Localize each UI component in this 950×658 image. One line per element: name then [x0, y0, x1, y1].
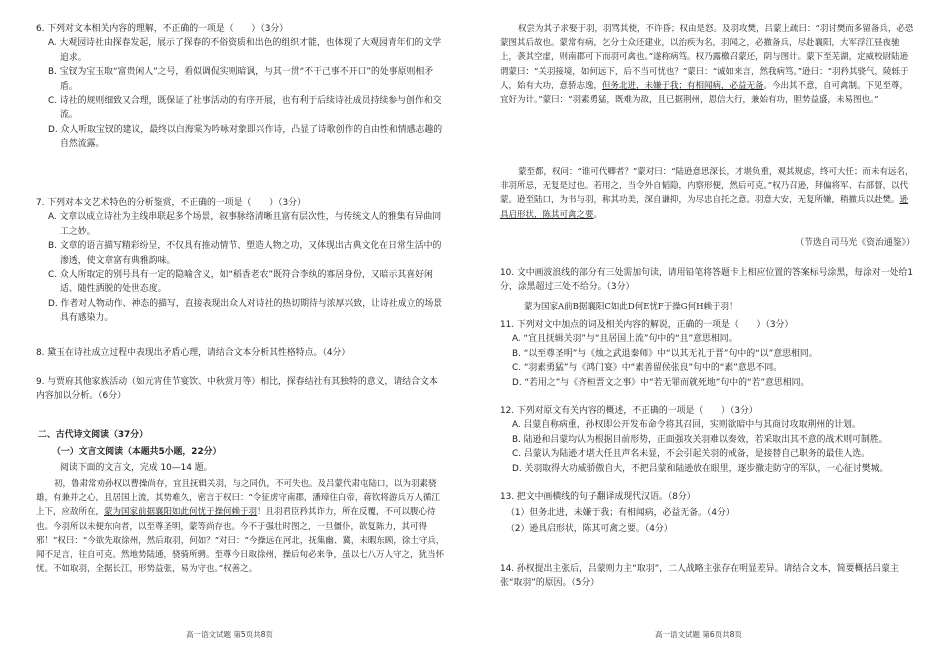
q12-option-a: A. 吕蒙自称病重，孙权即公开发布命令将其召回，实则欲暗中与其商讨攻取荆州的计划。 [512, 420, 861, 431]
right-page [500, 0, 915, 658]
q12-option-c: C. 吕蒙认为陆逊才堪大任且声名未显，不会引起关羽的戒备，是接替自己职务的最佳人选。 [512, 449, 870, 460]
question-6 [36, 22, 446, 152]
passage-text-d: 。今出其不意，自可禽制。下见至尊，宜好为计。”蒙曰：“羽素勇猛，既难为敌，且已据荆州，恩信大行，兼始有功，胆势益盛，未易图也。” [500, 80, 909, 106]
question-13: 13. 把文中画横线的句子翻译成现代汉语。（8分） [500, 492, 696, 502]
question-7 [36, 196, 446, 326]
q11-option-a: A. “宜且抚辑关羽”与“且居国上流”句中的“且”意思相同。 [512, 334, 738, 345]
q13-part-2: （2）逊具启形状，陈其可禽之要。（4分） [506, 524, 673, 534]
q7-option-d: D. 作者对人物动作、神态的描写，直接表现出众人对诗社的热切期待与浓厚兴致，让诗社成立的场景具有感染力。 [48, 298, 443, 324]
q7-option-a: A. 文章以成立诗社为主线串联起多个场景，叙事脉络清晰且富有层次性，与传统文人的雅集有异曲同工之妙。 [48, 212, 442, 237]
question-12 [500, 404, 915, 476]
q12-option-d: D. 关羽取得大功威骄傲自大，不把吕蒙和陆逊放在眼里，逐步撤走防守的军队，一心征讨樊城。 [512, 463, 889, 474]
page-footer-right: 高一语文试题 第6页共8页 [655, 630, 742, 639]
q7-option-b: B. 文章的语言描写精彩纷呈，不仅具有推动情节、塑造人物之功，又体现出古典文化在日常生活中的渗透，使文章富有典雅韵味。 [48, 241, 442, 266]
q11-option-d: D. “若用之”与《齐桓晋文之事》中“若无罪而就死地”句中的“若”意思相同。 [512, 377, 810, 388]
section-heading-classical: 二、古代诗文阅读（37分） [38, 430, 148, 440]
passage-text-b: ！且羽君臣矜其诈力，所在反覆，不可以腹心待也。今羽所以未便东向者，以至尊圣明，蒙等尚存也。今不于强壮时图之，一旦僵仆，欲复陈力，其可得邪！”权曰：“今欲先取徐州，然后取羽，何如？”对曰：“今操远在河北，抚集幽、冀，未暇东顾，徐土守兵，闻不足言，往自可克。然地势陆通，骁骑所骋。至尊今日取徐州，操后旬必来争，虽以七八万人守之，犹当怀忧。不如取羽，全据长江，形势益张，易为守也。”权善之。 [36, 507, 445, 575]
question-9: 9. 与贾府其他家族活动（如元宵佳节宴饮、中秋赏月等）相比，探春结社有其独特的意义，请结合文本内容加以分析。（6分） [36, 377, 438, 402]
underlined-sentence: 蒙为国家前据襄阳如此何忧于操何赖于羽 [104, 507, 258, 518]
q13-part-1: （1）但务北进，未嫌于我；有相闻病，必益无备。（4分） [506, 508, 735, 518]
question-10: 10. 文中画波浪线的部分有三处需加句读，请用铅笔将答题卡上相应位置的答案标号涂黑，每涂对一处给1分，涂黑超过三处不给分。（3分） [500, 268, 914, 293]
question-14: 14. 孙权提出主张后，吕蒙则力主“取羽”，二人战略主张存在明显差异。请结合文本，简要概括吕蒙主张“取羽”的原因。（5分） [500, 564, 899, 589]
q6-option-d: D. 众人听取宝钗的建议，最终以白海棠为吟咏对象即兴作诗，凸显了诗歌创作的自由性和情感志趣的自然流露。 [48, 124, 443, 150]
question-8: 8. 黛玉在诗社成立过程中表现出矛盾心理，请结合文本分析其性格特点。（4分） [36, 348, 351, 358]
passage-text-end: 。 [593, 209, 603, 220]
q11-stem: 11. 下列对文中加点的词及相关内容的解说，正确的一项是（ ）（3分） [500, 320, 794, 330]
passage-paragraph-2 [500, 22, 915, 107]
q6-option-a: A. 大观园诗社由探春发起，展示了探春的不俗资质和出色的组织才能，也体现了大观园青年们的文学追求。 [48, 38, 442, 63]
passage-paragraph-3 [500, 165, 915, 222]
passage-paragraph-1 [36, 477, 446, 576]
question-11 [500, 318, 915, 390]
page-footer-left: 高一语文试题 第5页共8页 [186, 630, 273, 639]
q6-option-c: C. 诗社的规则细致又合理，既保证了社事活动的有序开展，也有利于后续诗社成员持续参与创作和交流。 [48, 96, 442, 121]
q6-stem: 6. 下列对文本相关内容的理解，不正确的一项是（ ）（3分） [36, 24, 289, 34]
q10-punctuation-line: 蒙为国家A前B据襄阳C如此D何E忧F于操G何H赖于羽！ [524, 302, 738, 312]
reading-instruction: 阅读下面的文言文，完成 10—14 题。 [60, 463, 213, 473]
passage-text-c: 权尝为其子求娶于羽，羽骂其使，不许昏；权由是怒。及羽攻樊，吕蒙上疏曰：“羽讨樊而多留备兵，必恐蒙图其后故也。蒙常有病，乞分士众还建业，以治疾为名，羽闻之，必撤备兵，尽赴襄阳，大军浮江昼夜驰上，袭其空虚，则南郡可下而羽可禽也。”遂称病笃。权乃露檄召蒙还，阴与图计。蒙下至芜湖，定威校尉陆逊谓蒙曰：“关羽接境，如何远下，后不当可忧也？”蒙曰：“诚如来言，然我病笃。”逊曰：“羽矜其骁气，陵轹于人，始有大功，意骄志逸， [500, 24, 914, 91]
q7-option-c: C. 众人所取定的别号具有一定的隐喻含义，如“稻香老农”既符合李纨的寡居身份，又暗示其喜好闲适、随性洒脱的处世态度。 [48, 270, 433, 295]
passage-text-e: 蒙至都，权问：“谁可代卿者？”蒙对曰：“陆逊意思深长，才堪负重，观其规虑，终可大任；而未有远名，非羽所忌，无复是过也。若用之，当令外自韬隐，内察形便，然后可克。”权乃召逊，拜偏将军、右部督，以代蒙。逊至陆口，为书与羽，称其功美，深自谦抑，为尽忠自托之意。羽意大安，无复所嫌，稍撤兵以赴樊。 [500, 167, 914, 206]
underlined-sentence-3: 逊具启形状，陈其可禽之要 [500, 195, 909, 220]
subsection-heading-classical-prose: （一）文言文阅读（本题共5小题，22分） [52, 447, 222, 457]
left-page [36, 0, 446, 658]
passage-source: （节选自司马光《资治通鉴》） [795, 238, 915, 248]
passage-text-a: 初，鲁肃常劝孙权以曹操尚存，宜且抚辑关羽，与之同仇，不可失也。及吕蒙代肃屯陆口，以为羽素骁雄，有兼并之心，且居国上流，其势难久，密言于权曰：“令征虏守南郡，潘璋住白帝，蒋钦将游兵万人循江上下，应敌所在， [36, 479, 440, 518]
underlined-sentence-2: 但务北进，未嫌于我；有相闻病，必益无备 [602, 80, 764, 91]
q11-option-c: C. “羽素勇猛”与《鸿门宴》中“素善留侯张良”句中的“素”意思不同。 [512, 363, 783, 374]
q12-stem: 12. 下列对原文有关内容的概述，不正确的一项是（ ）（3分） [500, 406, 758, 416]
q12-option-b: B. 陆逊和吕蒙均认为根据目前形势，正面强攻关羽难以奏效，若采取出其不意的战术则可制胜。 [512, 434, 888, 445]
q6-option-b: B. 宝钗为宝玉取“富贵闲人”之号，看似调侃实则暗讽，与其一贯“不干己事不开口”的处事原则相矛盾。 [48, 67, 434, 92]
q7-stem: 7. 下列对本文艺术特色的分析鉴赏，不正确的一项是（ ）（3分） [36, 198, 306, 208]
q11-option-b: B. “以至尊圣明”与《烛之武退秦师》中“以其无礼于晋”句中的“以”意思相同。 [512, 348, 818, 359]
